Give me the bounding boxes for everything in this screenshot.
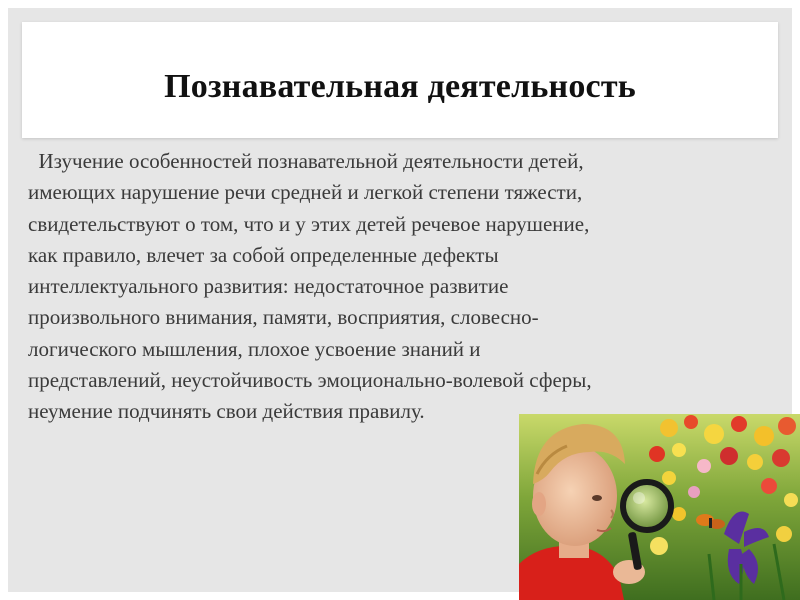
paragraph-line: как правило, влечет за собой определенные дефекты [28, 242, 499, 267]
body-paragraph [28, 146, 770, 428]
paragraph-line: неумение подчинять свои действия правилу. [28, 399, 425, 424]
paragraph-line: представлений, неустойчивость эмоционально-волевой сферы, [28, 368, 592, 393]
paragraph-line: свидетельствуют о том, что и у этих детей речевое нарушение, [28, 211, 590, 236]
title-box [22, 22, 778, 138]
slide-title: Познавательная деятельность [164, 68, 636, 105]
paragraph-line: Изучение особенностей познавательной деятельности детей, [28, 149, 584, 173]
paragraph-line: имеющих нарушение речи средней и легкой степени тяжести, [28, 180, 583, 205]
boy-with-magnifying-glass-photo [519, 414, 800, 600]
paragraph-line: интеллектуального развития: недостаточное развитие [28, 274, 509, 299]
paragraph-line: логического мышления, плохое усвоение знаний и [28, 336, 481, 361]
paragraph-line: произвольного внимания, памяти, восприятия, словесно- [28, 305, 539, 330]
